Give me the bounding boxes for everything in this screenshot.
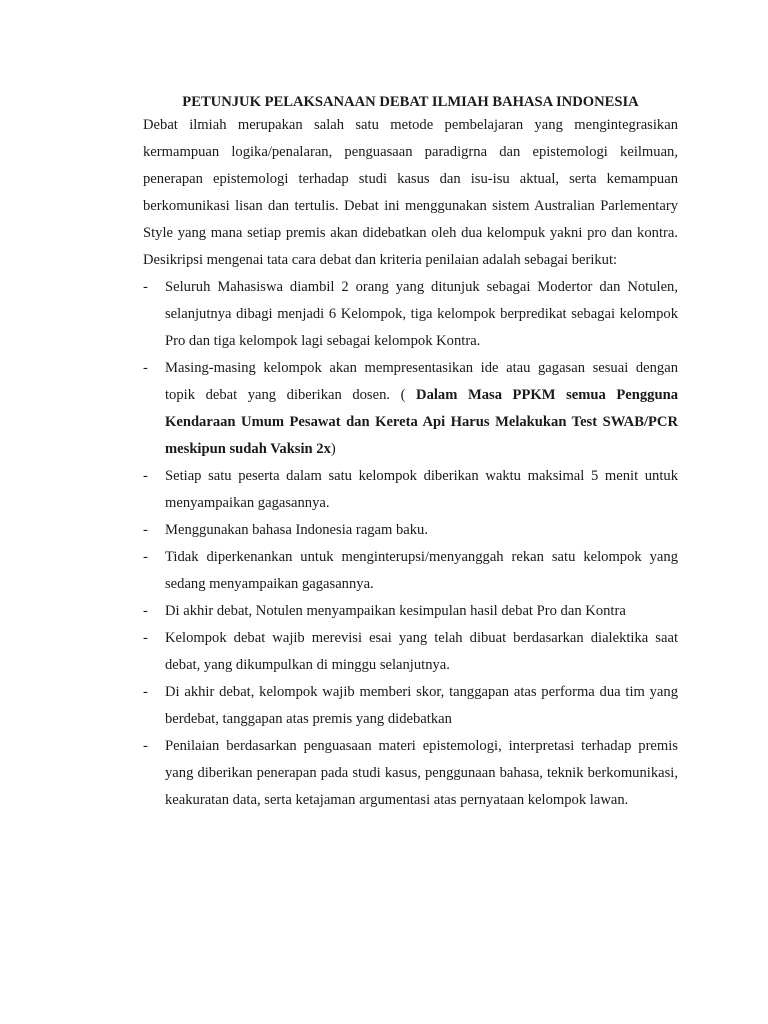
list-item — [143, 517, 678, 544]
list-item-text: Tidak diperkenankan untuk menginterupsi/menyanggah rekan satu kelompok yang sedang menyampaikan gagasannya. — [165, 549, 678, 592]
list-bullet: - — [143, 279, 148, 295]
list-item — [143, 598, 678, 625]
list-item-text-after: ) — [330, 441, 336, 457]
list-item-text: Kelompok debat wajib merevisi esai yang telah dibuat berdasarkan dialektika saat debat, yang dikumpulkan di minggu selanjutnya. — [165, 630, 678, 673]
document-title: PETUNJUK PELAKSANAAN DEBAT ILMIAH BAHASA INDONESIA — [182, 94, 639, 110]
instruction-list — [143, 274, 678, 814]
list-item-bold-text: Dalam Masa PPKM semua Pengguna Kendaraan Umum Pesawat dan Kereta Api Harus Melakukan Test SWAB/PCR meskipun sudah Vaksin 2x — [165, 387, 678, 457]
list-item — [143, 274, 678, 355]
list-item-text: Seluruh Mahasiswa diambil 2 orang yang ditunjuk sebagai Modertor dan Notulen, selanjutnya dibagi menjadi 6 Kelompok, tiga kelompok berpredikat sebagai kelompok Pro dan tiga kelompok lagi sebagai kelompok Kontra. — [165, 279, 678, 349]
list-bullet: - — [143, 603, 148, 619]
document-page — [143, 92, 678, 814]
intro-paragraph: Debat ilmiah merupakan salah satu metode pembelajaran yang mengintegrasikan kermampuan logika/penalaran, penguasaan paradigrna dan epistemologi keilmuan, penerapan epistemologi terhadap studi kasus dan isu-isu aktual, serta kemampuan berkomunikasi lisan dan tertulis. Debat ini menggunakan sistem Australian Parlementary Style yang mana setiap premis akan didebatkan oleh dua kelompuk yakni pro dan kontra. Desikripsi mengenai tata cara debat dan kriteria penilaian adalah sebagai berikut: — [143, 117, 678, 268]
list-item — [143, 544, 678, 598]
list-bullet: - — [143, 549, 148, 565]
list-item-text: Menggunakan bahasa Indonesia ragam baku. — [165, 522, 429, 538]
list-item-text: Masing-masing kelompok akan mempresentasikan ide atau gagasan sesuai dengan topik debat yang diberikan dosen. ( — [165, 360, 678, 403]
list-bullet: - — [143, 630, 148, 646]
list-bullet: - — [143, 468, 148, 484]
list-item — [143, 733, 678, 814]
list-bullet: - — [143, 684, 148, 700]
list-item — [143, 463, 678, 517]
list-item — [143, 625, 678, 679]
list-bullet: - — [143, 738, 148, 754]
list-bullet: - — [143, 360, 148, 376]
list-item-text: Di akhir debat, kelompok wajib memberi skor, tanggapan atas performa dua tim yang berdebat, tanggapan atas premis yang didebatkan — [165, 684, 678, 727]
list-item — [143, 355, 678, 463]
list-item-text: Penilaian berdasarkan penguasaan materi epistemologi, interpretasi terhadap premis yang diberikan penerapan pada studi kasus, penggunaan bahasa, teknik berkomunikasi, keakuratan data, serta ketajaman argumentasi atas pernyataan kelompok lawan. — [165, 738, 678, 808]
list-bullet: - — [143, 522, 148, 538]
list-item — [143, 679, 678, 733]
list-item-text: Di akhir debat, Notulen menyampaikan kesimpulan hasil debat Pro dan Kontra — [165, 603, 626, 619]
list-item-text: Setiap satu peserta dalam satu kelompok diberikan waktu maksimal 5 menit untuk menyampaikan gagasannya. — [165, 468, 678, 511]
